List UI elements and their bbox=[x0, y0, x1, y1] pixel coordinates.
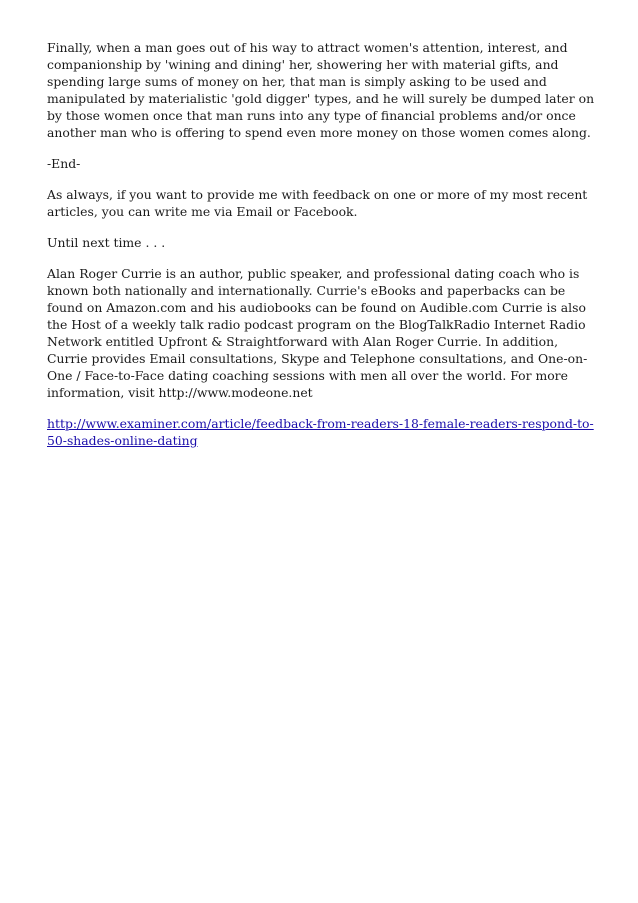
paragraph-author-bio: Alan Roger Currie is an author, public speaker, and professional dating coach who is known both nationally and internationally. Currie's eBooks and paperbacks can be found on Amazon.com and his audiobooks can be found on Audible.com Currie is also the Host of a weekly talk radio podcast program on the BlogTalkRadio Internet Radio Network entitled Upfront & Straightforward with Alan Roger Currie. In addition, Currie provides Email consultations, Skype and Telephone consultations, and One-on-One / Face-to-Face dating coaching sessions with men all over the world. For more information, visit http://www.modeone.net bbox=[47, 266, 588, 400]
document-page bbox=[47, 39, 595, 449]
paragraph-feedback-request: As always, if you want to provide me with feedback on one or more of my most recent articles, you can write me via Email or Facebook. bbox=[47, 187, 588, 219]
paragraph-signoff: Until next time . . . bbox=[47, 235, 166, 250]
source-article-link[interactable]: http://www.examiner.com/article/feedback-from-readers-18-female-readers-respond-to-50-shades-online-dating bbox=[47, 416, 594, 448]
paragraph-end-marker: -End- bbox=[47, 156, 81, 171]
paragraph-closing-argument: Finally, when a man goes out of his way to attract women's attention, interest, and companionship by 'wining and dining' her, showering her with material gifts, and spending large sums of money on her, that man is simply asking to be used and manipulated by materialistic 'gold digger' types, and he will surely be dumped later on by those women once that man runs into any type of financial problems and/or once another man who is offering to spend even more money on those women comes along. bbox=[47, 40, 595, 140]
